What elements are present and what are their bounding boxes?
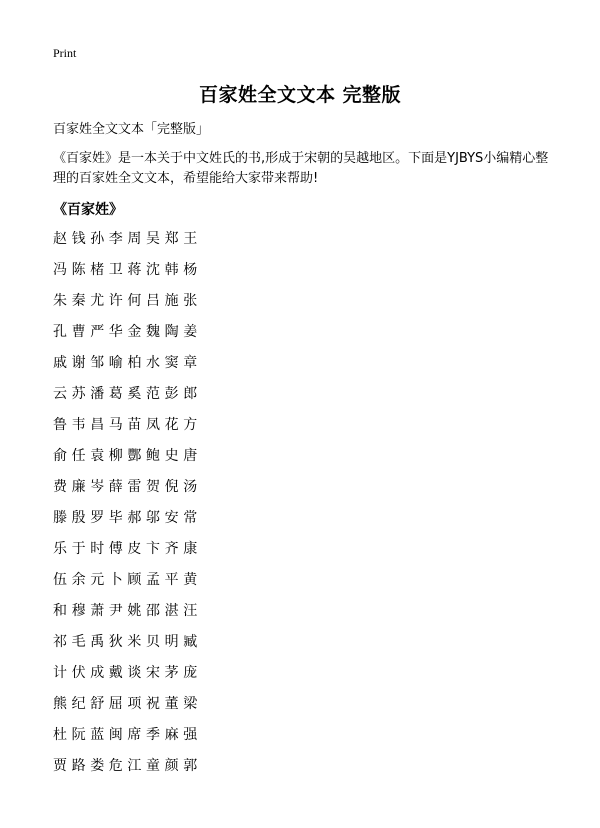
- surname-line: 冯陈楮卫蒋沈韩杨: [53, 262, 202, 278]
- surname-line: 鲁韦昌马苗凤花方: [53, 417, 202, 433]
- print-label: Print: [53, 46, 77, 60]
- document-subtitle: 百家姓全文文本「完整版」: [53, 122, 210, 137]
- section-heading: 《百家姓》: [53, 202, 123, 218]
- surname-line: 费廉岑薛雷贺倪汤: [53, 479, 202, 495]
- surname-line: 计伏成戴谈宋茅庞: [53, 665, 202, 681]
- surname-line: 俞任袁柳酆鲍史唐: [53, 448, 202, 464]
- surname-line: 孔曹严华金魏陶姜: [53, 324, 202, 340]
- surname-line: 朱秦尤许何吕施张: [53, 293, 202, 309]
- surname-lines: [53, 228, 202, 786]
- surname-line: 贾路娄危江童颜郭: [53, 758, 202, 774]
- intro-paragraph: 《百家姓》是一本关于中文姓氏的书,形成于宋朝的吴越地区。下面是YJBYS小编精心整理的百家姓全文文本，希望能给大家带来帮助!: [53, 151, 549, 186]
- surname-line: 戚谢邹喻柏水窦章: [53, 355, 202, 371]
- surname-line: 杜阮蓝闽席季麻强: [53, 727, 202, 743]
- surname-line: 云苏潘葛奚范彭郎: [53, 386, 202, 402]
- surname-line: 和穆萧尹姚邵湛汪: [53, 603, 202, 619]
- surname-line: 乐于时傅皮卞齐康: [53, 541, 202, 557]
- surname-line: 熊纪舒屈项祝董梁: [53, 696, 202, 712]
- surname-line: 赵钱孙李周吴郑王: [53, 231, 202, 247]
- document-title: 百家姓全文文本 完整版: [198, 84, 402, 106]
- surname-line: 祁毛禹狄米贝明臧: [53, 634, 202, 650]
- surname-line: 伍余元卜顾孟平黄: [53, 572, 202, 588]
- surname-line: 滕殷罗毕郝邬安常: [53, 510, 202, 526]
